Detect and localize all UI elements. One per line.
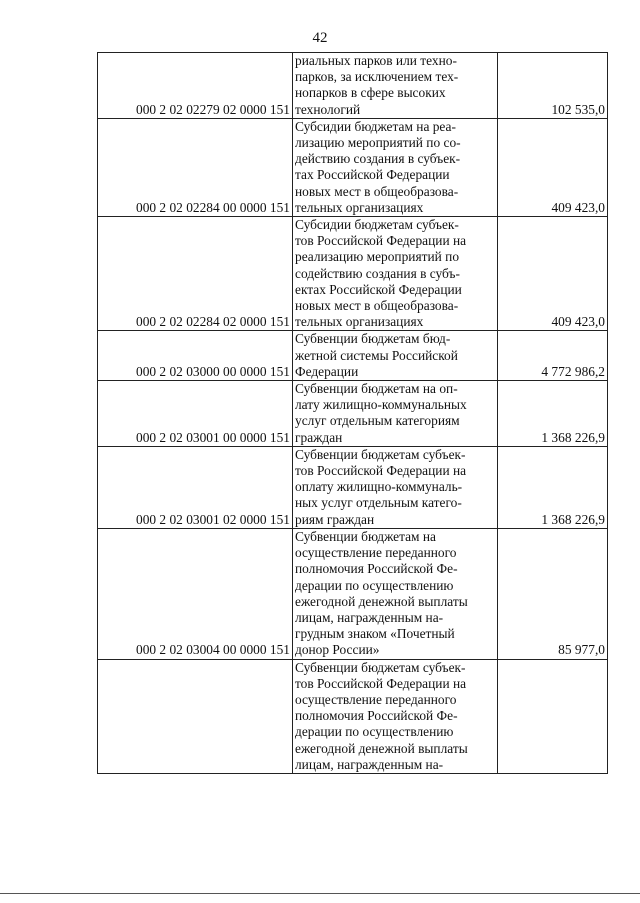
budget-classification-code: 000 2 02 03001 02 0000 151: [98, 446, 293, 528]
page-number: 42: [312, 30, 328, 46]
budget-table: [97, 52, 608, 774]
revenue-description: [293, 659, 498, 773]
amount-value: 102 535,0: [498, 53, 608, 119]
description-line: новых мест в общеобразова-: [295, 183, 459, 199]
budget-classification-code: 000 2 02 02284 00 0000 151: [98, 118, 293, 216]
revenue-description: [293, 53, 498, 119]
description-line: услуг отдельным категориям: [295, 413, 460, 429]
description-line: Субвенции бюджетам на: [295, 528, 436, 544]
description-line: донор России»: [295, 642, 380, 658]
amount-value: 85 977,0: [498, 528, 608, 659]
amount-value: 409 423,0: [498, 217, 608, 331]
description-line: тельных организациях: [295, 314, 424, 330]
description-line: дерации по осуществлению: [295, 577, 454, 593]
description-line: полномочия Российской Фе-: [295, 561, 458, 577]
revenue-description: [293, 381, 498, 447]
budget-classification-code: 000 2 02 02279 02 0000 151: [98, 53, 293, 119]
table-row: [98, 331, 608, 381]
revenue-description: [293, 118, 498, 216]
amount-value: 1 368 226,9: [498, 446, 608, 528]
description-line: осуществление переданного: [295, 691, 457, 707]
amount-value: [498, 659, 608, 773]
description-line: дерации по осуществлению: [295, 724, 454, 740]
description-line: парков, за исключением тех-: [295, 69, 459, 85]
description-line: нопарков в сфере высоких: [295, 85, 446, 101]
description-line: полномочия Российской Фе-: [295, 708, 458, 724]
description-line: тельных организациях: [295, 199, 424, 215]
description-line: лицам, награжденным на-: [295, 756, 444, 772]
description-line: ных услуг отдельным катего-: [295, 495, 462, 511]
description-line: жетной системы Российской: [295, 347, 458, 363]
description-line: действию создания в субъек-: [295, 151, 461, 167]
description-line: грудным знаком «Почетный: [295, 626, 455, 642]
description-line: лизацию мероприятий по со-: [295, 135, 461, 151]
budget-classification-code: [98, 659, 293, 773]
table-row: [98, 53, 608, 119]
description-line: ектах Российской Федерации: [295, 281, 462, 297]
description-line: Субвенции бюджетам субъек-: [295, 446, 466, 462]
description-line: технологий: [295, 101, 361, 117]
description-line: реализацию мероприятий по: [295, 249, 460, 265]
description-line: тов Российской Федерации на: [295, 463, 467, 479]
budget-table-body: [98, 53, 608, 774]
description-line: ежегодной денежной выплаты: [295, 593, 468, 609]
table-row: [98, 659, 608, 773]
table-row: [98, 446, 608, 528]
amount-value: 4 772 986,2: [498, 331, 608, 381]
description-line: граждан: [295, 429, 343, 445]
budget-classification-code: 000 2 02 03004 00 0000 151: [98, 528, 293, 659]
budget-classification-code: 000 2 02 02284 02 0000 151: [98, 217, 293, 331]
description-line: лату жилищно-коммунальных: [295, 397, 467, 413]
description-line: Субсидии бюджетам субъек-: [295, 217, 459, 233]
description-line: ежегодной денежной выплаты: [295, 740, 468, 756]
revenue-description: [293, 331, 498, 381]
revenue-description: [293, 446, 498, 528]
budget-classification-code: 000 2 02 03000 00 0000 151: [98, 331, 293, 381]
description-line: тах Российской Федерации: [295, 167, 450, 183]
description-line: риям граждан: [295, 511, 375, 527]
description-line: Субсидии бюджетам на реа-: [295, 118, 456, 134]
page-bottom-rule: [0, 893, 640, 894]
revenue-description: [293, 528, 498, 659]
description-line: тов Российской Федерации на: [295, 675, 467, 691]
budget-classification-code: 000 2 02 03001 00 0000 151: [98, 381, 293, 447]
description-line: оплату жилищно-коммуналь-: [295, 479, 463, 495]
description-line: содействию создания в субъ-: [295, 265, 460, 281]
description-line: новых мест в общеобразова-: [295, 298, 459, 314]
description-line: риальных парков или техно-: [295, 53, 457, 68]
revenue-description: [293, 217, 498, 331]
description-line: тов Российской Федерации на: [295, 233, 467, 249]
table-row: [98, 381, 608, 447]
description-line: Субвенции бюджетам субъек-: [295, 659, 466, 675]
table-row: [98, 528, 608, 659]
description-line: Субвенции бюджетам на оп-: [295, 381, 458, 397]
description-line: осуществление переданного: [295, 545, 457, 561]
description-line: Субвенции бюджетам бюд-: [295, 331, 451, 347]
description-line: Федерации: [295, 363, 359, 379]
table-row: [98, 118, 608, 216]
table-row: [98, 217, 608, 331]
description-line: лицам, награжденным на-: [295, 609, 444, 625]
amount-value: 1 368 226,9: [498, 381, 608, 447]
amount-value: 409 423,0: [498, 118, 608, 216]
